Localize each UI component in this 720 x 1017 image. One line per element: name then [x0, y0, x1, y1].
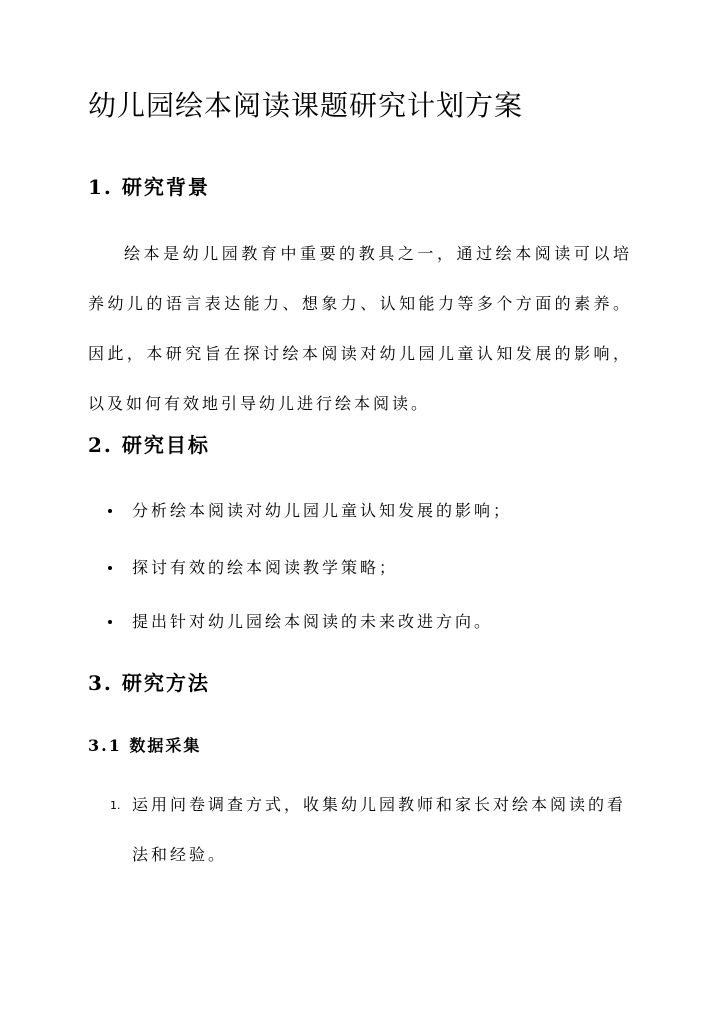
- bullet-icon: [108, 566, 112, 570]
- section-heading-goals: 2. 研究目标: [88, 433, 210, 457]
- background-paragraph: 绘本是幼儿园教育中重要的教具之一，通过绘本阅读可以培养幼儿的语言表达能力、想象力、认知能力等多个方面的素养。因此，本研究旨在探讨绘本阅读对幼儿园儿童认知发展的影响，以及如何有效地引导幼儿进行绘本阅读。: [88, 244, 632, 413]
- section-heading-background: 1. 研究背景: [88, 175, 210, 199]
- list-item-text: 提出针对幼儿园绘本阅读的未来改进方向。: [132, 612, 494, 631]
- numbered-list-item: [108, 792, 628, 880]
- list-item-text: 探讨有效的绘本阅读教学策略；: [132, 558, 399, 577]
- list-number: 1.: [110, 799, 121, 812]
- list-item-text: 运用问卷调查方式，收集幼儿园教师和家长对绘本阅读的看法和经验。: [132, 795, 627, 864]
- list-item: [108, 498, 628, 524]
- bullet-icon: [108, 620, 112, 624]
- list-item: [108, 555, 628, 581]
- subsection-heading-data-collection: 3.1 数据采集: [88, 736, 202, 755]
- bullet-icon: [108, 509, 112, 513]
- section-heading-methods: 3. 研究方法: [88, 671, 210, 695]
- document-title: 幼儿园绘本阅读课题研究计划方案: [88, 89, 524, 122]
- list-item: [108, 609, 628, 635]
- list-item-text: 分析绘本阅读对幼儿园儿童认知发展的影响；: [132, 501, 513, 520]
